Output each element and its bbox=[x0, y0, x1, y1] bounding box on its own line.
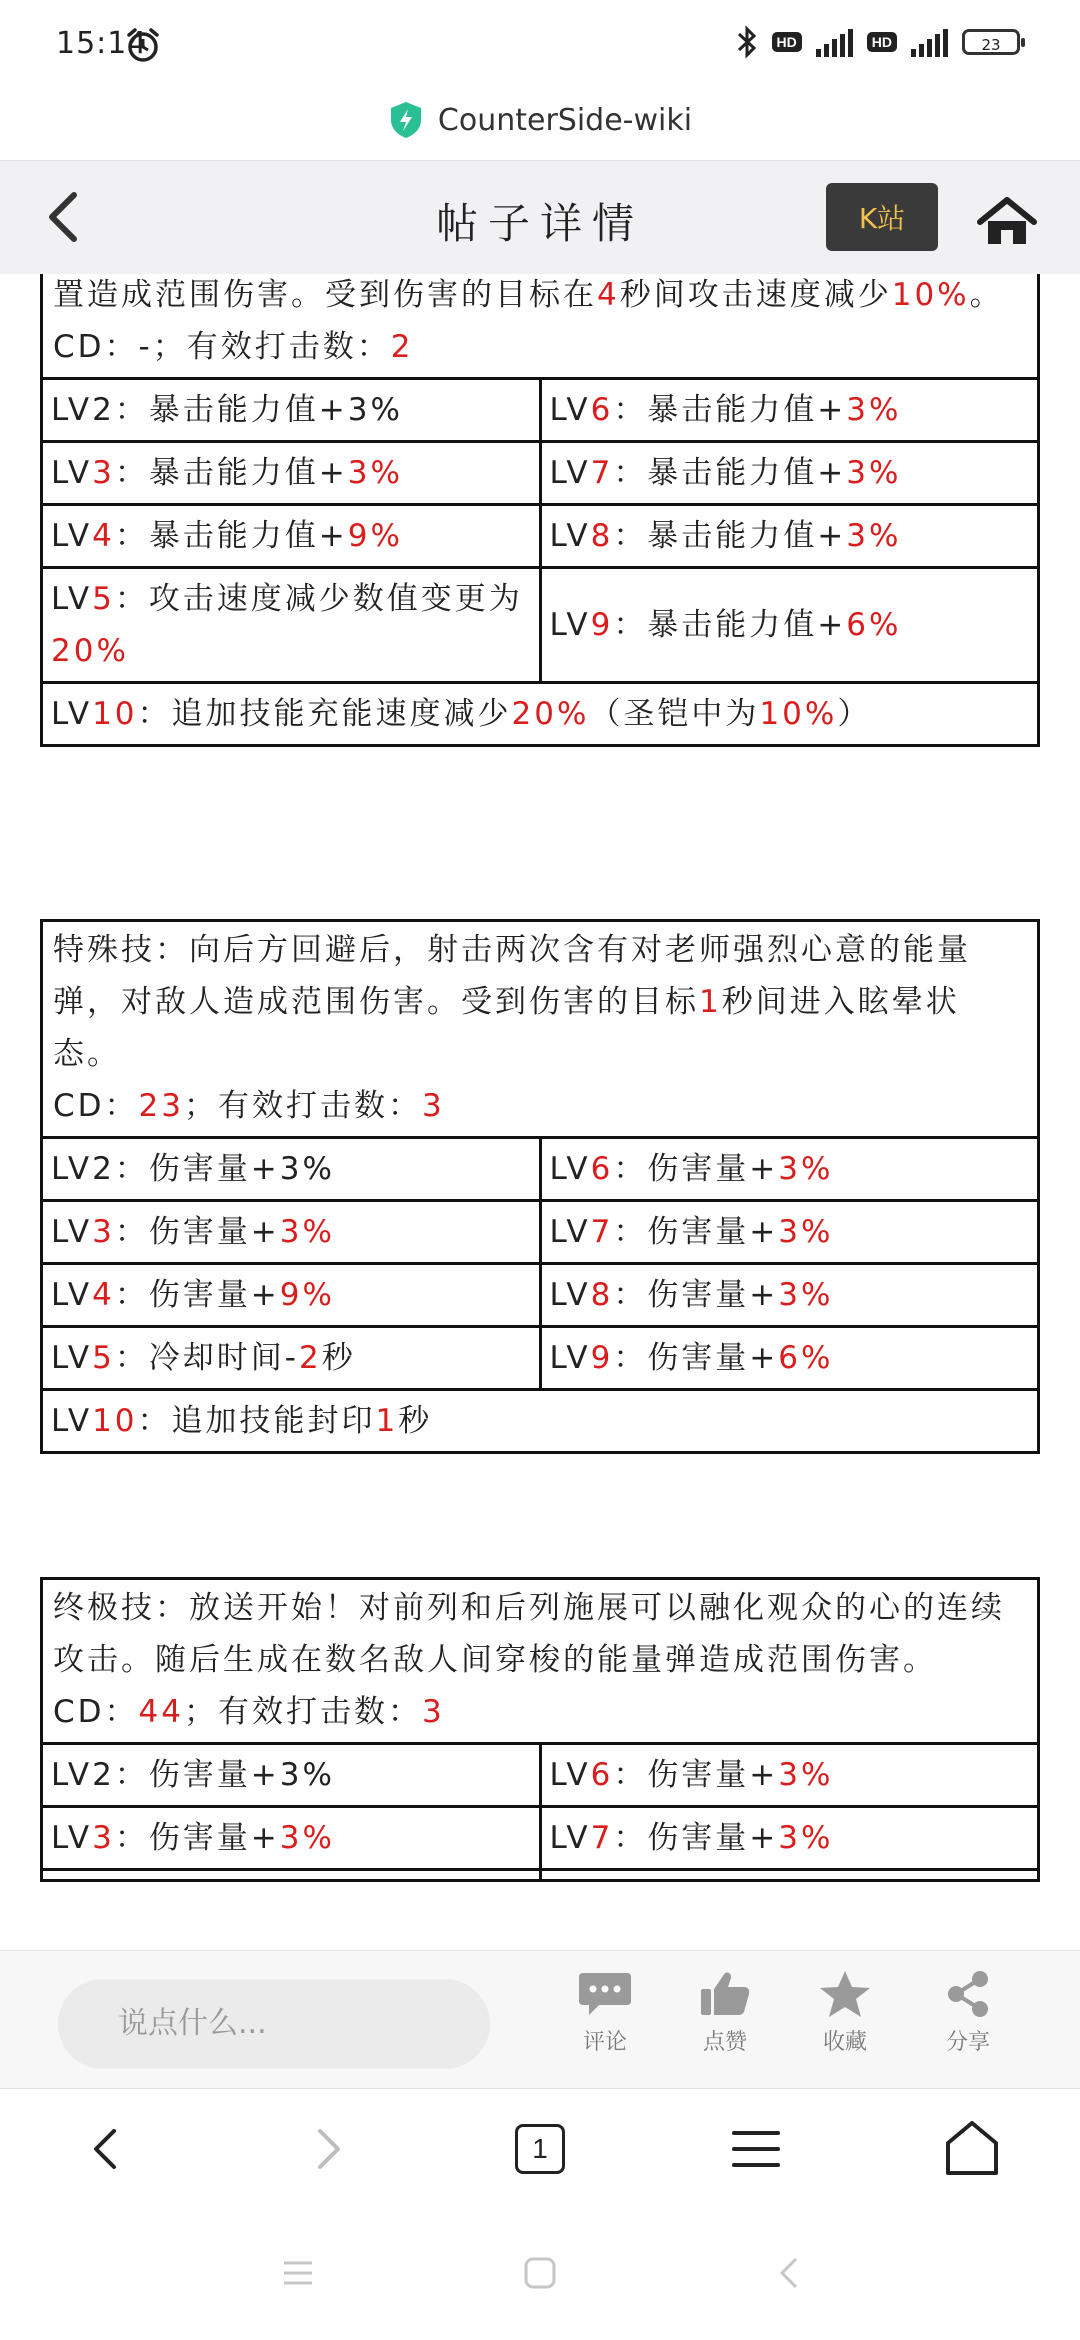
level-cell bbox=[540, 1138, 1039, 1201]
text-segment: LV bbox=[549, 1277, 591, 1313]
highlight-value: 3% bbox=[846, 392, 902, 428]
text-segment: ：暴击能力值+ bbox=[613, 607, 847, 643]
tab-count: 1 bbox=[515, 2124, 565, 2174]
highlight-value: 2 bbox=[390, 329, 414, 365]
highlight-value: 7 bbox=[590, 1820, 614, 1856]
highlight-value: 3% bbox=[778, 1757, 834, 1793]
text-segment: LV bbox=[549, 518, 591, 554]
status-icons bbox=[736, 22, 1020, 62]
level-cell bbox=[42, 1870, 541, 1881]
highlight-value: 9 bbox=[590, 1340, 614, 1376]
text-segment: LV bbox=[51, 696, 93, 732]
browser-back-button[interactable] bbox=[70, 2113, 142, 2185]
cooldown-line bbox=[53, 1080, 1027, 1132]
highlight-value: 6 bbox=[590, 1757, 614, 1793]
text-segment: LV bbox=[549, 1757, 591, 1793]
highlight-value: 7 bbox=[590, 455, 614, 491]
status-time: 15:14 bbox=[56, 26, 148, 61]
level-cell bbox=[42, 1264, 541, 1327]
level-cell bbox=[42, 1201, 541, 1264]
text-segment: LV2：伤害量+3% bbox=[51, 1151, 335, 1187]
level-cell bbox=[540, 1807, 1039, 1870]
browser-home-button[interactable] bbox=[936, 2113, 1008, 2185]
text-segment: ：暴击能力值+ bbox=[613, 455, 847, 491]
highlight-value: 3 bbox=[92, 1214, 115, 1250]
highlight-value: 23 bbox=[138, 1088, 184, 1124]
like-button[interactable] bbox=[675, 1969, 775, 2056]
highlight-value: 20% bbox=[51, 633, 129, 669]
bluetooth-icon bbox=[736, 24, 758, 60]
browser-forward-button[interactable] bbox=[292, 2113, 364, 2185]
text-segment: LV bbox=[51, 1214, 93, 1250]
level-cell bbox=[540, 1870, 1039, 1881]
level-row bbox=[42, 1201, 1039, 1264]
signal-icon-2 bbox=[911, 27, 948, 57]
hd-badge-2: HD bbox=[867, 32, 897, 52]
text-segment: ：追加技能充能速度减少 bbox=[137, 696, 512, 732]
highlight-value: 2 bbox=[299, 1340, 322, 1376]
highlight-value: 8 bbox=[590, 1277, 614, 1313]
highlight-value: 7 bbox=[590, 1214, 614, 1250]
text-segment: LV2：暴击能力值+3% bbox=[51, 392, 403, 428]
highlight-value: 3% bbox=[279, 1820, 335, 1856]
text-segment: 特殊技：向后方回避后，射击两次含有对老师强烈心意的能量弹，对敌人造成范围伤害。受到伤害的目标 bbox=[53, 932, 971, 1020]
text-segment: ：伤害量+ bbox=[613, 1277, 779, 1313]
text-segment: CD： bbox=[53, 329, 139, 365]
highlight-value: 6% bbox=[846, 607, 902, 643]
skill-table-3 bbox=[40, 1577, 1040, 1882]
text-segment: ：暴击能力值+ bbox=[114, 455, 348, 491]
highlight-value: 6 bbox=[590, 392, 614, 428]
text-segment: - bbox=[138, 329, 153, 365]
text-segment: 秒间攻击速度减少 bbox=[619, 277, 892, 313]
level-cell bbox=[42, 1327, 541, 1390]
text-segment: ） bbox=[837, 696, 872, 732]
nav-bar bbox=[0, 160, 1080, 275]
text-segment: LV bbox=[51, 1277, 93, 1313]
level-cell bbox=[540, 1201, 1039, 1264]
text-segment: LV bbox=[549, 1340, 591, 1376]
text-segment: 。 bbox=[969, 277, 1004, 313]
level-10-cell bbox=[42, 1390, 1039, 1453]
level-cell bbox=[42, 568, 541, 683]
highlight-value: 4 bbox=[92, 1277, 115, 1313]
text-segment: LV bbox=[549, 455, 591, 491]
home-icon[interactable] bbox=[976, 195, 1038, 247]
level-cell bbox=[540, 1327, 1039, 1390]
highlight-value: 3% bbox=[846, 455, 902, 491]
cooldown-line bbox=[53, 1686, 1027, 1738]
comment-label: 评论 bbox=[582, 2030, 627, 2055]
level-row bbox=[42, 505, 1039, 568]
text-segment: CD： bbox=[53, 1088, 139, 1124]
level-row bbox=[42, 1138, 1039, 1201]
highlight-value: 20% bbox=[511, 696, 590, 732]
highlight-value: 3% bbox=[778, 1214, 834, 1250]
highlight-value: 8 bbox=[590, 518, 614, 554]
highlight-value: 9% bbox=[279, 1277, 335, 1313]
text-segment: ；有效打击数： bbox=[152, 329, 391, 365]
site-name: CounterSide-wiki bbox=[437, 102, 693, 138]
alarm-icon bbox=[124, 26, 162, 64]
level-row bbox=[42, 1807, 1039, 1870]
highlight-value: 3 bbox=[421, 1694, 445, 1730]
text-segment: LV bbox=[549, 392, 591, 428]
text-segment: LV bbox=[51, 1340, 93, 1376]
text-segment: LV2：伤害量+3% bbox=[51, 1757, 335, 1793]
skill-description bbox=[42, 274, 1039, 379]
level-row bbox=[42, 1264, 1039, 1327]
highlight-value: 3% bbox=[846, 518, 902, 554]
text-segment: ：伤害量+ bbox=[114, 1820, 280, 1856]
post-content[interactable] bbox=[0, 274, 1080, 1950]
text-segment: ：伤害量+ bbox=[114, 1277, 280, 1313]
system-back-icon[interactable] bbox=[770, 2253, 810, 2293]
level-row bbox=[42, 379, 1039, 442]
level-cell bbox=[42, 379, 541, 442]
comment-bar bbox=[0, 1950, 1080, 2089]
highlight-value: 5 bbox=[92, 1340, 115, 1376]
cooldown-line bbox=[53, 321, 1027, 373]
text-segment: 置造成范围伤害。受到伤害的目标在 bbox=[53, 277, 597, 313]
level-cell bbox=[540, 1744, 1039, 1807]
text-segment: LV bbox=[549, 1151, 591, 1187]
text-segment: ：暴击能力值+ bbox=[613, 392, 847, 428]
like-label: 点赞 bbox=[702, 2030, 747, 2055]
level-cell bbox=[540, 379, 1039, 442]
level-row bbox=[42, 1327, 1039, 1390]
back-button[interactable] bbox=[36, 187, 96, 247]
highlight-value: 3 bbox=[92, 1820, 115, 1856]
highlight-value: 3 bbox=[92, 455, 115, 491]
text-segment: LV bbox=[549, 607, 591, 643]
star-icon bbox=[817, 1969, 873, 2019]
level-cell bbox=[540, 505, 1039, 568]
kstation-button[interactable]: K站 bbox=[826, 183, 938, 251]
text-segment: ：伤害量+ bbox=[613, 1757, 779, 1793]
text-segment: ：暴击能力值+ bbox=[613, 518, 847, 554]
url-bar[interactable] bbox=[0, 80, 1080, 160]
text-segment: ；有效打击数： bbox=[183, 1694, 422, 1730]
level-row bbox=[42, 568, 1039, 683]
share-label: 分享 bbox=[945, 2030, 990, 2055]
highlight-value: 5 bbox=[92, 581, 115, 617]
text-segment: ；有效打击数： bbox=[183, 1088, 422, 1124]
comment-icon bbox=[577, 1969, 633, 2019]
level-row bbox=[42, 1744, 1039, 1807]
text-segment: ：伤害量+ bbox=[114, 1214, 280, 1250]
text-segment: ：暴击能力值+ bbox=[114, 518, 348, 554]
skill-description bbox=[42, 921, 1039, 1138]
text-segment: LV bbox=[549, 1820, 591, 1856]
page-title: 帖子详情 bbox=[435, 199, 644, 248]
signal-icon-1 bbox=[816, 27, 853, 57]
highlight-value: 1 bbox=[699, 984, 722, 1020]
skill-table-2 bbox=[40, 919, 1040, 1454]
skill-description bbox=[42, 1579, 1039, 1744]
text-segment: LV bbox=[51, 455, 93, 491]
tabs-button[interactable] bbox=[504, 2113, 576, 2185]
highlight-value: 3% bbox=[778, 1277, 834, 1313]
thumbs-up-icon bbox=[697, 1969, 753, 2019]
highlight-value: 10 bbox=[92, 696, 138, 732]
level-cell bbox=[540, 1264, 1039, 1327]
highlight-value: 6 bbox=[590, 1151, 614, 1187]
text-segment: ：伤害量+ bbox=[613, 1214, 779, 1250]
highlight-value: 3% bbox=[778, 1151, 834, 1187]
level-cell bbox=[540, 568, 1039, 683]
system-home-icon[interactable] bbox=[520, 2253, 560, 2293]
text-segment: （圣铠中为 bbox=[589, 696, 760, 732]
description-text bbox=[53, 924, 1027, 1080]
description-text bbox=[53, 1582, 1027, 1686]
comment-button[interactable] bbox=[555, 1969, 655, 2056]
hd-badge-1: HD bbox=[772, 32, 802, 52]
text-segment: ：伤害量+ bbox=[613, 1340, 779, 1376]
favorite-button[interactable] bbox=[795, 1969, 895, 2056]
highlight-value: 6% bbox=[778, 1340, 834, 1376]
status-bar bbox=[0, 0, 1080, 80]
highlight-value: 3 bbox=[421, 1088, 445, 1124]
text-segment: LV bbox=[51, 1820, 93, 1856]
highlight-value: 4 bbox=[92, 518, 115, 554]
shield-bolt-icon bbox=[388, 100, 424, 140]
level-10-cell bbox=[42, 683, 1039, 746]
highlight-value: 10 bbox=[92, 1403, 138, 1439]
level-cell bbox=[42, 442, 541, 505]
text-segment: LV bbox=[51, 581, 93, 617]
highlight-value: 9% bbox=[347, 518, 403, 554]
text-segment: 秒 bbox=[398, 1403, 433, 1439]
text-segment: ：攻击速度减少数值变更为 bbox=[114, 581, 523, 617]
highlight-value: 1 bbox=[375, 1403, 399, 1439]
highlight-value: 10% bbox=[891, 277, 970, 313]
highlight-value: 4 bbox=[597, 277, 620, 313]
share-icon bbox=[940, 1969, 996, 2019]
text-segment: ：追加技能封印 bbox=[137, 1403, 376, 1439]
text-segment: ：冷却时间- bbox=[114, 1340, 299, 1376]
text-segment: 秒间进入眩晕状态。 bbox=[53, 984, 960, 1072]
highlight-value: 3% bbox=[347, 455, 403, 491]
menu-button[interactable] bbox=[720, 2113, 792, 2185]
recents-icon[interactable] bbox=[278, 2253, 318, 2293]
level-cell bbox=[42, 1807, 541, 1870]
highlight-value: 10% bbox=[759, 696, 838, 732]
level-cell bbox=[42, 1744, 541, 1807]
battery-icon: 23 bbox=[962, 29, 1020, 55]
level-cell bbox=[540, 442, 1039, 505]
browser-toolbar bbox=[0, 2088, 1080, 2209]
system-nav-bar bbox=[0, 2208, 1080, 2340]
text-segment: ：伤害量+ bbox=[613, 1820, 779, 1856]
text-segment: CD： bbox=[53, 1694, 139, 1730]
level-row bbox=[42, 1870, 1039, 1881]
highlight-value: 44 bbox=[138, 1694, 184, 1730]
highlight-value: 3% bbox=[279, 1214, 335, 1250]
level-cell bbox=[42, 1138, 541, 1201]
text-segment: LV bbox=[51, 1403, 93, 1439]
level-row bbox=[42, 442, 1039, 505]
highlight-value: 3% bbox=[778, 1820, 834, 1856]
text-segment: 终极技：放送开始！对前列和后列施展可以融化观众的心的连续攻击。随后生成在数名敌人间穿梭的能量弹造成范围伤害。 bbox=[53, 1590, 1005, 1678]
text-segment: LV bbox=[549, 1214, 591, 1250]
highlight-value: 9 bbox=[590, 607, 614, 643]
share-button[interactable] bbox=[918, 1969, 1018, 2056]
text-segment: ：伤害量+ bbox=[613, 1151, 779, 1187]
description-text bbox=[53, 274, 1027, 321]
skill-table-1 bbox=[40, 274, 1040, 747]
comment-input[interactable]: 说点什么... bbox=[58, 1979, 490, 2069]
text-segment: 秒 bbox=[321, 1340, 356, 1376]
favorite-label: 收藏 bbox=[822, 2030, 867, 2055]
level-cell bbox=[42, 505, 541, 568]
text-segment: LV bbox=[51, 518, 93, 554]
